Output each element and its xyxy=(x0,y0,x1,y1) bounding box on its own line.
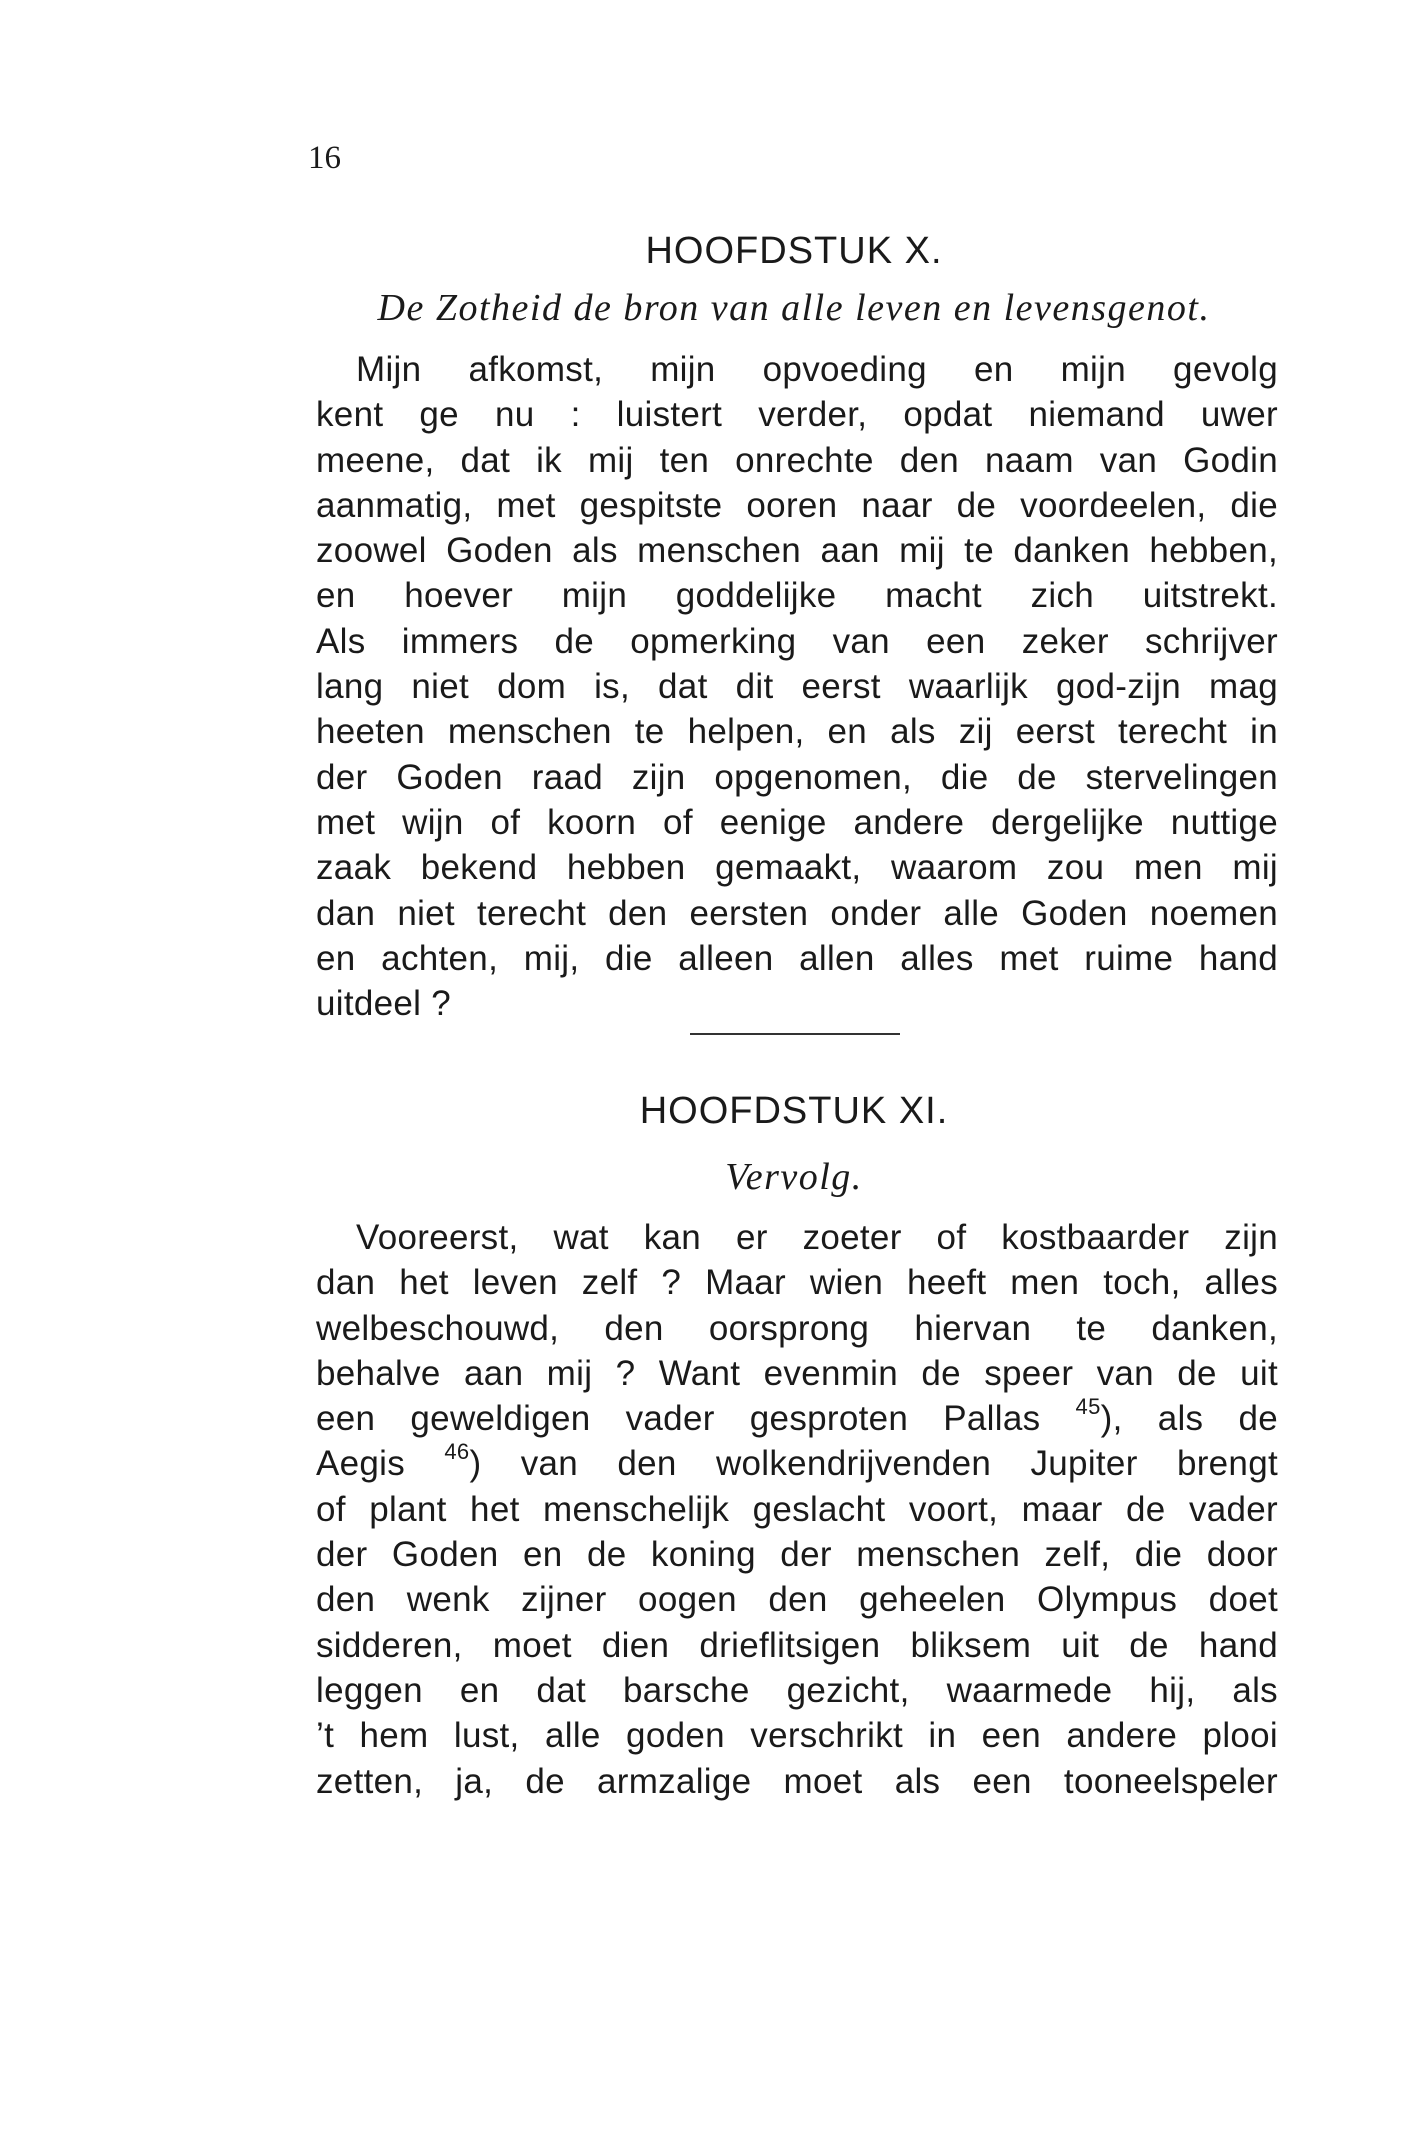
text-fragment: ) van den wolkendrijvenden Jupiter brengt xyxy=(469,1444,1278,1484)
text-line: of plant het menschelijk geslacht voort, maar de vader xyxy=(316,1489,1278,1529)
text-line-with-footnote xyxy=(316,1438,1278,1486)
text-line: zoowel Goden als menschen aan mij te danken hebben, xyxy=(316,531,1278,571)
chapter-x-heading: HOOFDSTUK X. xyxy=(645,230,943,272)
text-line: Vooreerst, wat kan er zoeter of kostbaarder zijn xyxy=(356,1218,1278,1257)
text-line: zetten, ja, de armzalige moet als een tooneelspeler xyxy=(316,1761,1278,1801)
chapter-xi-paragraph xyxy=(316,1215,1278,1804)
text-line: welbeschouwd, den oorsprong hiervan te danken, xyxy=(316,1308,1278,1348)
text-line: met wijn of koorn of eenige andere dergelijke nuttige xyxy=(316,802,1278,842)
text-line: aanmatig, met gespitste ooren naar de voordeelen, die xyxy=(316,485,1278,525)
text-line: der Goden en de koning der menschen zelf, die door xyxy=(316,1535,1278,1575)
page-number: 16 xyxy=(308,140,341,176)
text-fragment: een geweldigen vader gesproten Pallas xyxy=(316,1399,1041,1439)
text-line: dan niet terecht den eersten onder alle Goden noemen xyxy=(316,893,1278,933)
footnote-ref: 46 xyxy=(444,1438,470,1464)
text-line: Mijn afkomst, mijn opvoeding en mijn gevolg xyxy=(356,350,1278,389)
text-line: der Goden raad zijn opgenomen, die de stervelingen xyxy=(316,757,1278,797)
text-line: uitdeel ? xyxy=(316,984,452,1024)
text-line-with-footnote xyxy=(316,1393,1278,1441)
footnote-ref: 45 xyxy=(1075,1393,1101,1419)
text-line: leggen en dat barsche gezicht, waarmede hij, als xyxy=(316,1670,1278,1710)
chapter-x-subtitle: De Zotheid de bron van alle leven en levensgenot. xyxy=(377,287,1211,329)
text-line: ’t hem lust, alle goden verschrikt in een andere plooi xyxy=(316,1716,1278,1756)
text-line: lang niet dom is, dat dit eerst waarlijk god-zijn mag xyxy=(316,667,1278,707)
text-line: heeten menschen te helpen, en als zij eerst terecht in xyxy=(316,712,1278,752)
text-fragment: ), als de xyxy=(1100,1399,1278,1439)
text-line: kent ge nu : luistert verder, opdat niemand uwer xyxy=(316,395,1278,435)
text-line: en hoever mijn goddelijke macht zich uitstrekt. xyxy=(316,576,1278,616)
text-line: meene, dat ik mij ten onrechte den naam van Godin xyxy=(316,440,1278,480)
text-fragment: Aegis xyxy=(316,1444,406,1484)
section-divider xyxy=(690,1033,900,1035)
text-line: den wenk zijner oogen den geheelen Olympus doet xyxy=(316,1580,1278,1620)
chapter-xi-heading: HOOFDSTUK XI. xyxy=(639,1090,949,1132)
text-line: zaak bekend hebben gemaakt, waarom zou men mij xyxy=(316,848,1278,888)
text-line: en achten, mij, die alleen allen alles met ruime hand xyxy=(316,938,1278,978)
text-line: sidderen, moet dien drieflitsigen bliksem uit de hand xyxy=(316,1625,1278,1665)
text-line: behalve aan mij ? Want evenmin de speer van de uit xyxy=(316,1353,1278,1393)
chapter-x-paragraph xyxy=(316,347,1278,1026)
chapter-xi-subtitle: Vervolg. xyxy=(725,1156,863,1198)
text-line: Als immers de opmerking van een zeker schrijver xyxy=(316,621,1278,661)
text-line: dan het leven zelf ? Maar wien heeft men toch, alles xyxy=(316,1263,1278,1303)
